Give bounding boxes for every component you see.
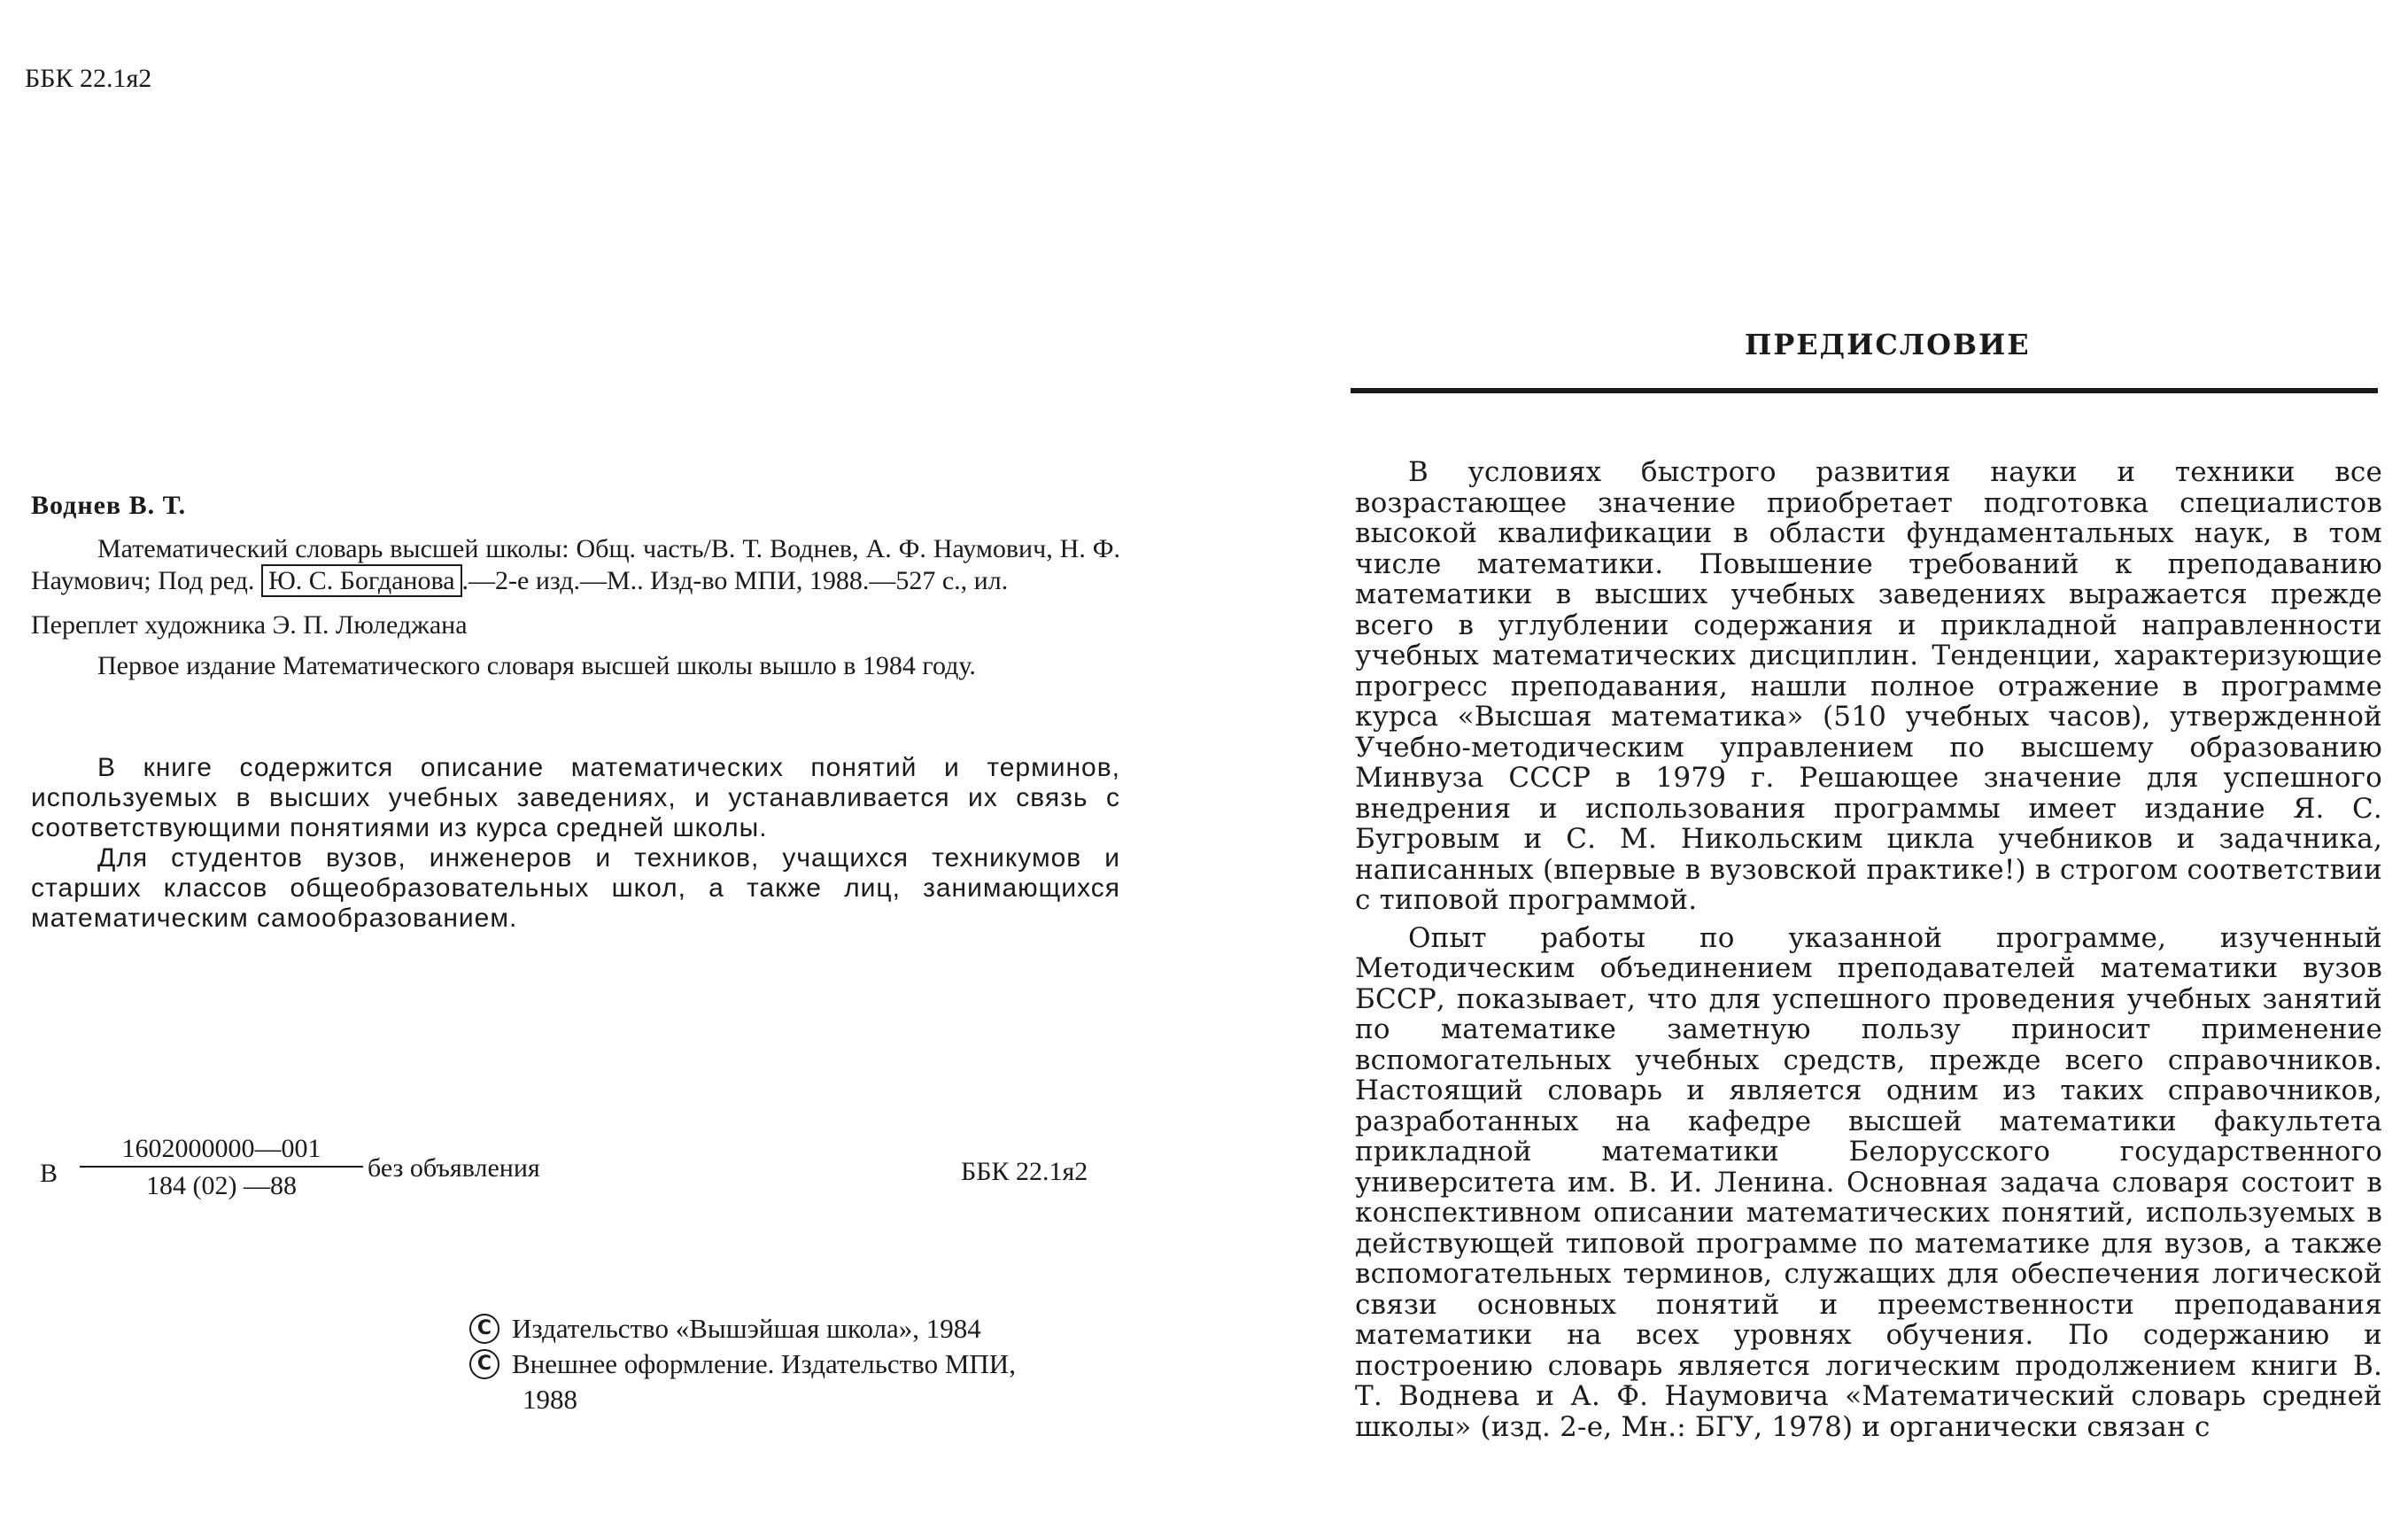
catalog-text-before-editor: Математический словарь высшей школы: Общ. часть/В. Т. Воднев, А. Ф. Наумович, Н. Ф. Наумович; Под ред.	[31, 534, 1120, 595]
annotation-audience: Для студентов вузов, инженеров и техников, учащихся техникумов и старших классов общеобразовательных школ, а также лиц, занимающихся математическим самообразованием.	[31, 843, 1120, 933]
index-numerator: 1602000000—001	[80, 1134, 363, 1168]
preface-body	[1355, 457, 2382, 1442]
copyright-text-1: Издательство «Вышэйшая школа», 1984	[512, 1313, 981, 1344]
first-edition-note: Первое издание Математического словаря высшей школы вышло в 1984 году.	[97, 651, 976, 680]
index-letter: В	[40, 1159, 58, 1188]
copyright-line-2	[469, 1346, 1016, 1382]
copyright-text-2: Внешнее оформление. Издательство МПИ,	[512, 1348, 1016, 1379]
annotation-content: В книге содержится описание математических понятий и терминов, используемых в высших учебных заведениях, и устанавливается их связь с соответствующими понятиями из курса средней школы.	[31, 753, 1120, 842]
copyright-year: 1988	[523, 1384, 577, 1415]
bibliographic-record	[31, 533, 1120, 597]
publication-index	[40, 1134, 1138, 1205]
index-fraction	[80, 1134, 363, 1201]
preface-title: ПРЕДИСЛОВИЕ	[1745, 328, 2031, 361]
catalog-entry	[31, 533, 1120, 682]
editor-name-boxed: Ю. С. Богданова	[261, 564, 462, 597]
copyright-icon: C	[469, 1314, 499, 1344]
author-heading: Воднев В. Т.	[31, 491, 187, 520]
preface-paragraph-1: В условиях быстрого развития науки и техники все возрастающее значение приобретает подготовка специалистов высокой квалификации в области фундаментальных наук, в том числе математики. Повышение требований к преподаванию математики в высших учебных заведениях выражается прежде всего в углублении содержания и прикладной направленности учебных математических дисциплин. Тенденции, характеризующие прогресс преподавания, нашли полное отражение в программе курса «Высшая математика» (510 учебных часов), утвержденной Учебно-методическим управлением по высшему образованию Минвуза СССР в 1979 г. Решающее значение для успешного внедрения и использования программы имеет издание Я. С. Бугровым и С. М. Никольским цикла учебников и задачника, написанных (впервые в вузовской практике!) в строгом соответствии с типовой программой.	[1355, 456, 2382, 916]
no-announcement: без объявления	[368, 1153, 540, 1183]
title-divider	[1351, 388, 2378, 393]
binding-artist: Переплет художника Э. П. Люледжана	[31, 610, 468, 640]
catalog-text-after-editor: .—2-е изд.—М.. Изд-во МПИ, 1988.—527 с., ил.	[461, 566, 1009, 595]
annotation	[31, 753, 1120, 934]
copyright-line-1	[469, 1311, 1016, 1346]
copyright-block	[469, 1311, 1016, 1417]
bbk-code-bottom: ББК 22.1я2	[961, 1157, 1088, 1186]
bbk-code-top: ББК 22.1я2	[25, 64, 152, 93]
copyright-icon: C	[469, 1349, 499, 1379]
preface-paragraph-2: Опыт работы по указанной программе, изученный Методическим объединением преподавателей математики вузов БССР, показывает, что для успешного проведения учебных занятий по математике заметную пользу приносит применение вспомогательных учебных средств, прежде всего справочников. Настоящий словарь и является одним из таких справочников, разработанных на кафедре высшей математики факультета прикладной математики Белорусского государственного университета им. В. И. Ленина. Основная задача словаря состоит в конспективном описании математических понятий, используемых в действующей типовой программе по математике для вузов, а также вспомогательных терминов, служащих для обеспечения логической связи основных понятий и преемственности преподавания математики на всех уровнях обучения. По содержанию и построению словарь является логическим продолжением книги В. Т. Воднева и А. Ф. Наумовича «Математический словарь средней школы» (изд. 2-е, Мн.: БГУ, 1978) и органически связан с	[1355, 921, 2382, 1443]
index-denominator: 184 (02) —88	[146, 1171, 297, 1200]
